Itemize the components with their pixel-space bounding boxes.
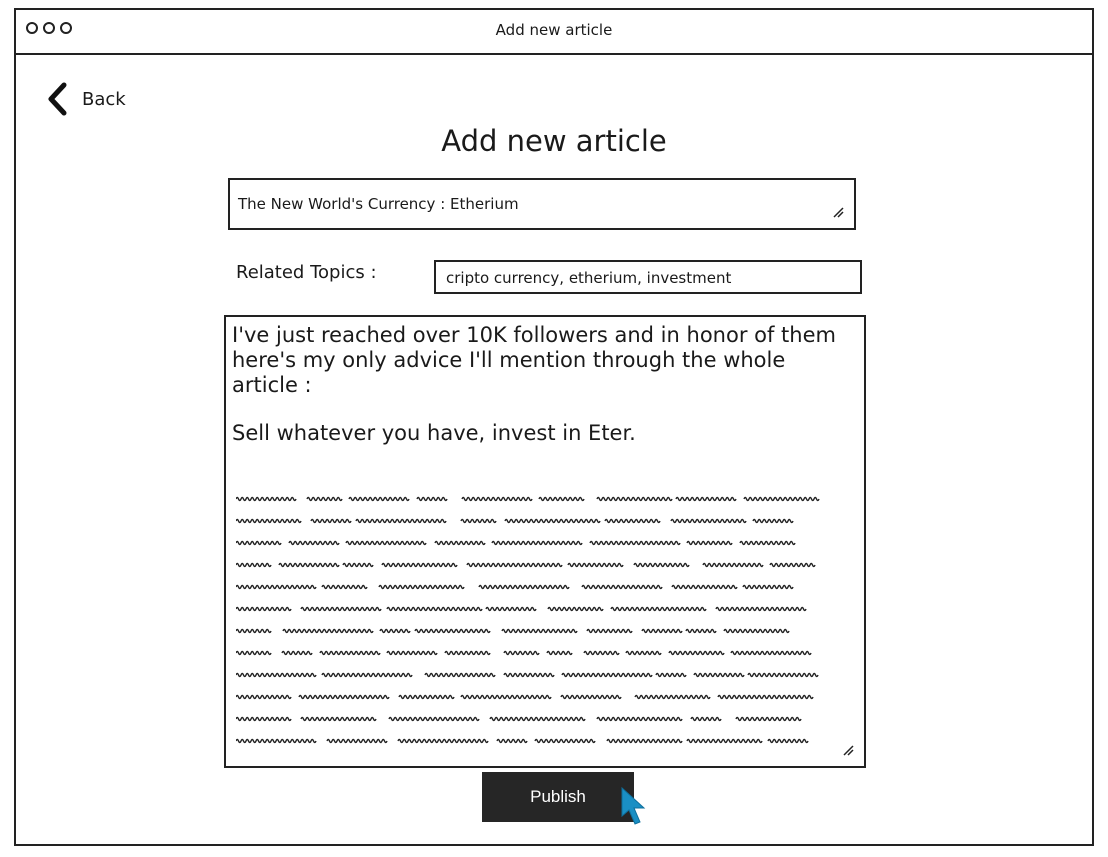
scribble-word: [343, 564, 373, 567]
scribble-word: [236, 718, 291, 721]
scribble-word: [236, 586, 316, 589]
scribble-word: [676, 498, 736, 501]
scribble-word: [349, 498, 409, 501]
scribble-word: [694, 674, 744, 677]
scribble-word: [445, 652, 490, 655]
scribble-word: [671, 520, 746, 523]
scribble-word: [282, 652, 312, 655]
scribble-word: [279, 564, 339, 567]
article-title-value: The New World's Currency : Etherium: [238, 195, 519, 213]
scribble-word: [379, 586, 464, 589]
scribble-word: [744, 498, 819, 501]
scribble-word: [492, 542, 582, 545]
scribble-word: [562, 674, 652, 677]
scribble-word: [597, 718, 682, 721]
scribble-word: [748, 674, 818, 677]
scribble-word: [467, 564, 562, 567]
scribble-word: [497, 740, 527, 743]
scribble-word: [346, 542, 426, 545]
window-titlebar: [16, 10, 1092, 55]
scribble-word: [504, 674, 554, 677]
window-title: Add new article: [495, 21, 613, 39]
scribble-word: [634, 564, 689, 567]
scribble-word: [626, 652, 661, 655]
scribble-word: [356, 520, 446, 523]
scribble-word: [415, 630, 490, 633]
scribble-word: [535, 740, 595, 743]
scribble-word: [753, 520, 793, 523]
body-paragraph: Sell whatever you have, invest in Eter.: [232, 421, 636, 445]
scribble-word: [584, 652, 619, 655]
publish-button[interactable]: Publish: [482, 772, 634, 822]
scribble-word: [322, 674, 412, 677]
scribble-word: [417, 498, 447, 501]
scribble-word: [399, 696, 454, 699]
body-paragraph: I've just reached over 10K followers and in honor of them here's my only advice I'll mention through the whole article :: [232, 323, 836, 397]
mouse-pointer-icon: [620, 786, 650, 828]
scribble-word: [548, 608, 603, 611]
scribble-word: [539, 498, 584, 501]
related-topics-label: Related Topics :: [236, 262, 377, 283]
scribble-word: [740, 542, 795, 545]
scribble-word: [490, 718, 585, 721]
scribble-word: [561, 696, 621, 699]
scribble-word: [461, 520, 496, 523]
scribble-word: [568, 564, 623, 567]
back-button[interactable]: [46, 82, 126, 116]
scribble-word: [656, 674, 686, 677]
scribble-word: [307, 498, 342, 501]
app-window: [14, 8, 1094, 846]
scribble-word: [582, 586, 662, 589]
scribble-word: [320, 652, 380, 655]
scribble-word: [382, 564, 457, 567]
scribble-word: [672, 586, 737, 589]
scribble-word: [502, 630, 577, 633]
related-topics-input[interactable]: [434, 260, 862, 294]
scribble-word: [236, 542, 281, 545]
scribble-word: [635, 696, 710, 699]
scribble-word: [236, 674, 316, 677]
article-body-textarea[interactable]: [224, 315, 866, 768]
scribble-word: [611, 608, 706, 611]
scribble-word: [380, 630, 410, 633]
scribble-word: [301, 608, 381, 611]
scribble-word: [283, 630, 373, 633]
scribble-word: [435, 542, 485, 545]
scribble-word: [387, 652, 437, 655]
scribble-word: [236, 652, 271, 655]
scribble-word: [301, 718, 376, 721]
scribble-word: [236, 520, 301, 523]
scribble-word: [461, 696, 551, 699]
chevron-left-icon: [46, 82, 68, 116]
scribble-word: [669, 652, 724, 655]
scribble-word: [311, 520, 351, 523]
article-title-input[interactable]: [228, 178, 856, 230]
scribble-word: [486, 608, 536, 611]
scribble-word: [289, 542, 339, 545]
back-label: Back: [82, 88, 126, 110]
scribble-word: [462, 498, 532, 501]
scribble-word: [587, 630, 632, 633]
scribble-word: [597, 498, 672, 501]
scribble-word: [590, 542, 680, 545]
scribble-word: [398, 740, 488, 743]
scribble-word: [687, 542, 732, 545]
related-topics-value: cripto currency, etherium, investment: [446, 269, 732, 287]
scribble-word: [736, 718, 801, 721]
scribble-word: [425, 674, 495, 677]
scribble-word: [770, 564, 815, 567]
scribble-word: [718, 696, 813, 699]
scribble-word: [642, 630, 682, 633]
scribble-word: [743, 586, 793, 589]
scribble-word: [236, 740, 316, 743]
resize-grip-icon[interactable]: [842, 744, 854, 756]
resize-grip-icon[interactable]: [832, 206, 844, 218]
placeholder-text-scribble: [236, 489, 846, 768]
scribble-word: [724, 630, 789, 633]
scribble-word: [236, 608, 291, 611]
scribble-word: [716, 608, 806, 611]
page-title: Add new article: [441, 124, 667, 158]
scribble-word: [236, 696, 291, 699]
scribble-word: [607, 740, 682, 743]
scribble-word: [731, 652, 811, 655]
scribble-word: [299, 696, 389, 699]
scribble-word: [236, 498, 296, 501]
scribble-word: [687, 740, 762, 743]
scribble-word: [547, 652, 572, 655]
scribble-word: [236, 564, 271, 567]
scribble-word: [691, 718, 721, 721]
scribble-word: [703, 564, 763, 567]
scribble-word: [605, 520, 660, 523]
scribble-word: [236, 630, 271, 633]
scribble-word: [479, 586, 569, 589]
scribble-word: [686, 630, 716, 633]
scribble-word: [768, 740, 808, 743]
scribble-word: [389, 718, 479, 721]
scribble-word: [504, 652, 539, 655]
scribble-word: [387, 608, 482, 611]
scribble-word: [327, 740, 387, 743]
scribble-word: [505, 520, 600, 523]
scribble-word: [322, 586, 367, 589]
